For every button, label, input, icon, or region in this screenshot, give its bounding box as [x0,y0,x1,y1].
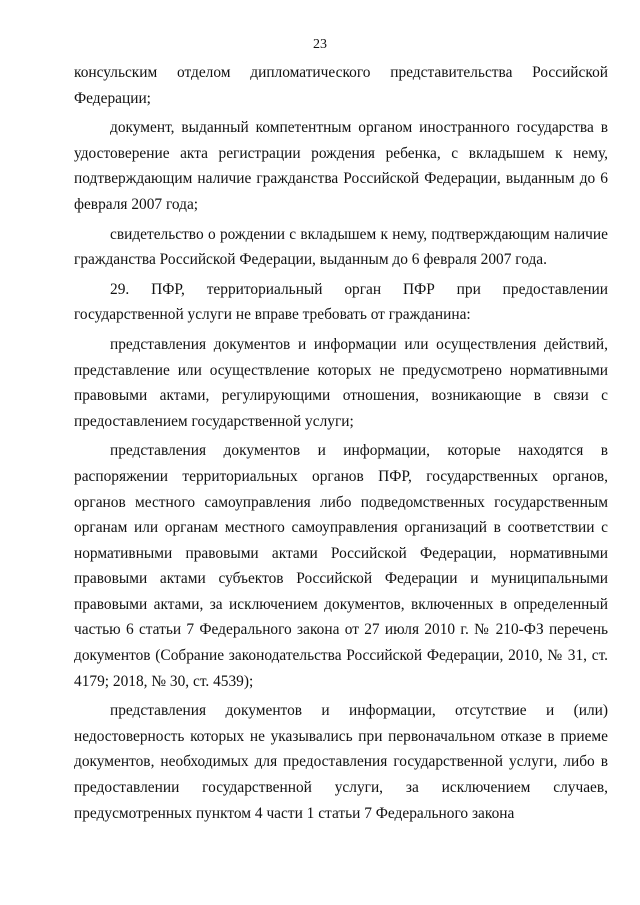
paragraph-documents-in-possession: представления документов и информации, которые находятся в распоряжении территориальных органов ПФР, государственных органов, органов местного самоуправления либо подведомственных государственным органам или органам местного самоуправления организаций в соответствии с нормативными правовыми актами Российской Федерации, нормативными правовыми актами субъектов Российской Федерации и муниципальными правовыми актами, за исключением документов, включенных в определенный частью 6 статьи 7 Федерального закона от 27 июля 2010 г. № 210-ФЗ перечень документов (Собрание законодательства Российской Федерации, 2010, № 31, ст. 4179; 2018, № 30, ст. 4539); [74,442,608,690]
paragraph-foreign-birth-certificate: документ, выданный компетентным органом иностранного государства в удостоверение акта регистрации рождения ребенка, с вкладышем к нему, подтверждающим наличие гражданства Российской Федерации, выданным до 6 февраля 2007 года; [74,119,608,213]
paragraph-consular-office: консульским отделом дипломатического представительства Российской Федерации; [74,64,608,107]
page-number: 23 [313,37,327,52]
document-body [74,60,608,830]
paragraph-missing-documents: представления документов и информации, отсутствие и (или) недостоверность которых не указывались при первоначальном отказе в приеме документов, необходимых для предоставления государственной услуги, либо в предоставлении государственной услуги, за исключением случаев, предусмотренных пунктом 4 части 1 статьи 7 Федерального закона [74,702,608,822]
paragraph-item-29: 29. ПФР, территориальный орган ПФР при предоставлении государственной услуги не вправе требовать от гражданина: [74,280,608,324]
paragraph-documents-actions: представления документов и информации или осуществления действий, представление или осуществление которых не предусмотрено нормативными правовыми актами, регулирующими отношения, возникающие в связи с предоставлением государственной услуги; [74,335,608,430]
paragraph-birth-certificate-insert: свидетельство о рождении с вкладышем к нему, подтверждающим наличие гражданства Российской Федерации, выданным до 6 февраля 2007 года. [74,225,608,269]
